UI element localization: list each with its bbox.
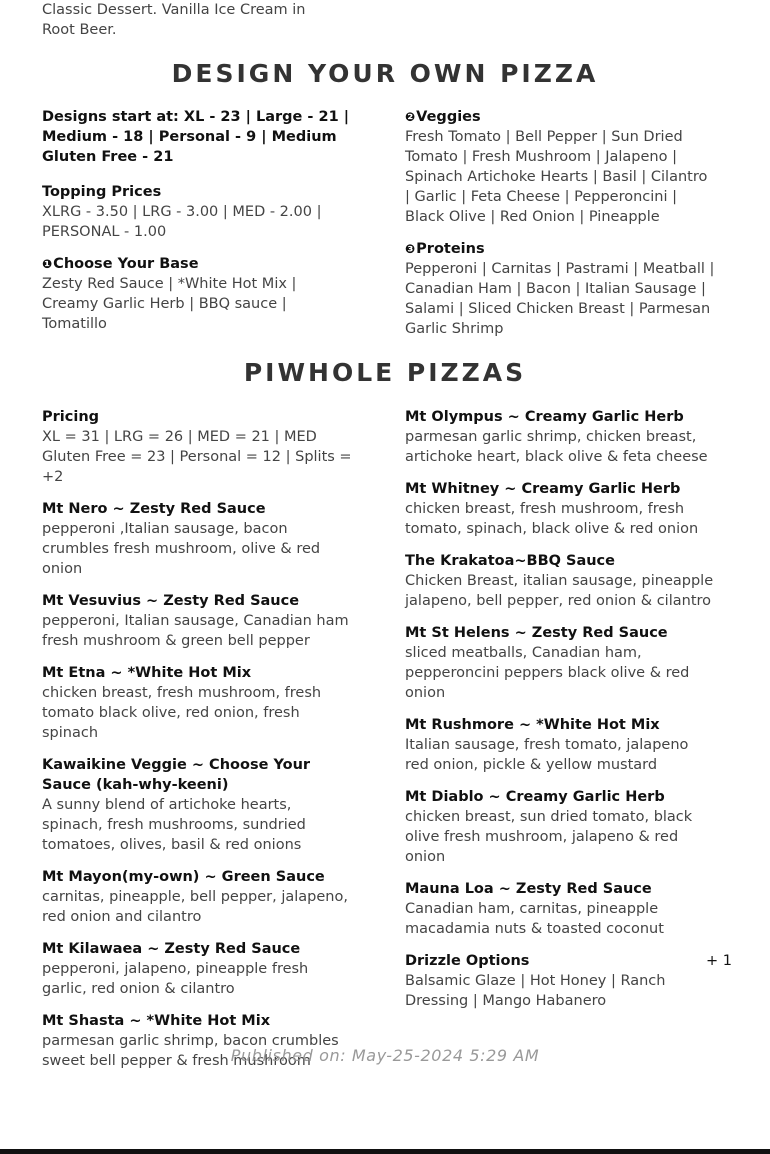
menu-item: [405, 407, 715, 467]
proteins-label: Proteins: [416, 241, 485, 257]
drizzle-options: [405, 951, 715, 1011]
choose-base-title: [42, 254, 352, 274]
menu-item: [405, 479, 715, 539]
bottom-divider: [0, 1149, 770, 1154]
piwhole-left-column: [42, 407, 352, 1083]
menu-item-desc: A sunny blend of artichoke hearts, spinach, fresh mushrooms, sundried tomatoes, olives, basil & red onions: [42, 797, 306, 853]
step-one-icon: ❶: [42, 257, 53, 271]
pricing-desc: XL = 31 | LRG = 26 | MED = 21 | MED Gluten Free = 23 | Personal = 12 | Splits = +2: [42, 429, 352, 485]
menu-item-title: Mt Olympus ~ Creamy Garlic Herb: [405, 409, 684, 425]
menu-item-title: Mt St Helens ~ Zesty Red Sauce: [405, 625, 668, 641]
drizzle-options-desc: Balsamic Glaze | Hot Honey | Ranch Dressing | Mango Habanero: [405, 973, 666, 1009]
step-three-icon: ❸: [405, 242, 416, 256]
piwhole-pizzas-heading: PIWHOLE PIZZAS: [243, 358, 527, 387]
proteins-desc: Pepperoni | Carnitas | Pastrami | Meatball | Canadian Ham | Bacon | Italian Sausage | Salami | Sliced Chicken Breast | Parmesan Garlic Shrimp: [405, 261, 715, 337]
menu-item: [42, 867, 352, 927]
topping-prices-title: Topping Prices: [42, 184, 162, 200]
step-two-icon: ❷: [405, 110, 416, 124]
veggies-title: [405, 107, 715, 127]
menu-item-title: Mauna Loa ~ Zesty Red Sauce: [405, 881, 652, 897]
menu-item-desc: parmesan garlic shrimp, chicken breast, artichoke heart, black olive & feta cheese: [405, 429, 708, 465]
choose-base-desc: Zesty Red Sauce | *White Hot Mix | Creamy Garlic Herb | BBQ sauce | Tomatillo: [42, 276, 297, 332]
menu-item-title: Mt Nero ~ Zesty Red Sauce: [42, 501, 266, 517]
veggies-label: Veggies: [416, 109, 481, 125]
menu-item-desc: chicken breast, fresh mushroom, fresh tomato black olive, red onion, fresh spinach: [42, 685, 322, 741]
design-your-own-heading: DESIGN YOUR OWN PIZZA: [171, 59, 599, 88]
proteins-title: [405, 239, 715, 259]
menu-item: [405, 715, 715, 775]
veggies-desc: Fresh Tomato | Bell Pepper | Sun Dried Tomato | Fresh Mushroom | Jalapeno | Spinach Artichoke Hearts | Basil | Cilantro | Garlic | Feta Cheese | Pepperoncini | Black Olive | Red Onion | Pineapple: [405, 129, 708, 225]
menu-item-desc: chicken breast, sun dried tomato, black olive fresh mushroom, jalapeno & red onion: [405, 809, 693, 865]
menu-item-title: Kawaikine Veggie ~ Choose Your Sauce (kah-why-keeni): [42, 757, 311, 793]
menu-item-desc: Italian sausage, fresh tomato, jalapeno red onion, pickle & yellow mustard: [405, 737, 689, 773]
menu-item-desc: carnitas, pineapple, bell pepper, jalapeno, red onion and cilantro: [42, 889, 348, 925]
menu-item-desc: chicken breast, fresh mushroom, fresh tomato, spinach, black olive & red onion: [405, 501, 699, 537]
menu-item-title: Mt Etna ~ *White Hot Mix: [42, 665, 252, 681]
menu-item-title: Mt Diablo ~ Creamy Garlic Herb: [405, 789, 665, 805]
designs-start-text: Designs start at: XL - 23 | Large - 21 | Medium - 18 | Personal - 9 | Medium Gluten Free - 21: [42, 109, 350, 165]
menu-item-desc: pepperoni ,Italian sausage, bacon crumbles fresh mushroom, olive & red onion: [42, 521, 321, 577]
menu-item: [405, 623, 715, 703]
design-left-column: [42, 107, 352, 346]
menu-item-title: Mt Rushmore ~ *White Hot Mix: [405, 717, 660, 733]
menu-item: [405, 551, 715, 611]
previous-item-description: Classic Dessert. Vanilla Ice Cream in Root Beer.: [42, 2, 306, 38]
menu-item: [42, 499, 352, 579]
piwhole-right-column: [405, 407, 715, 1023]
design-right-column: [405, 107, 715, 351]
menu-item: [42, 663, 352, 743]
menu-item: [405, 879, 715, 939]
drizzle-price: + 1: [706, 953, 732, 969]
menu-item-desc: pepperoni, jalapeno, pineapple fresh garlic, red onion & cilantro: [42, 961, 309, 997]
menu-item-desc: sliced meatballs, Canadian ham, pepperoncini peppers black olive & red onion: [405, 645, 690, 701]
menu-item-title: Mt Whitney ~ Creamy Garlic Herb: [405, 481, 681, 497]
menu-item-title: Mt Vesuvius ~ Zesty Red Sauce: [42, 593, 300, 609]
pricing-title: Pricing: [42, 409, 100, 425]
menu-item: [405, 787, 715, 867]
menu-item-title: Mt Kilawaea ~ Zesty Red Sauce: [42, 941, 301, 957]
menu-item-desc: parmesan garlic shrimp, bacon crumbles sweet bell pepper & fresh mushroom: [42, 1033, 339, 1069]
menu-item: [42, 591, 352, 651]
drizzle-options-title: Drizzle Options: [405, 953, 530, 969]
topping-prices-desc: XLRG - 3.50 | LRG - 3.00 | MED - 2.00 | PERSONAL - 1.00: [42, 204, 322, 240]
menu-item-title: The Krakatoa~BBQ Sauce: [405, 553, 615, 569]
menu-item-desc: Canadian ham, carnitas, pineapple macadamia nuts & toasted coconut: [405, 901, 664, 937]
menu-item-desc: Chicken Breast, italian sausage, pineapple jalapeno, bell pepper, red onion & cilantro: [405, 573, 714, 609]
menu-item-desc: pepperoni, Italian sausage, Canadian ham fresh mushroom & green bell pepper: [42, 613, 349, 649]
menu-item-title: Mt Mayon(my-own) ~ Green Sauce: [42, 869, 325, 885]
published-date: Published on: May-25-2024 5:29 AM: [230, 1046, 540, 1065]
menu-item-title: Mt Shasta ~ *White Hot Mix: [42, 1013, 271, 1029]
menu-item: [42, 939, 352, 999]
choose-base-label: Choose Your Base: [53, 256, 199, 272]
menu-item: [42, 755, 352, 855]
